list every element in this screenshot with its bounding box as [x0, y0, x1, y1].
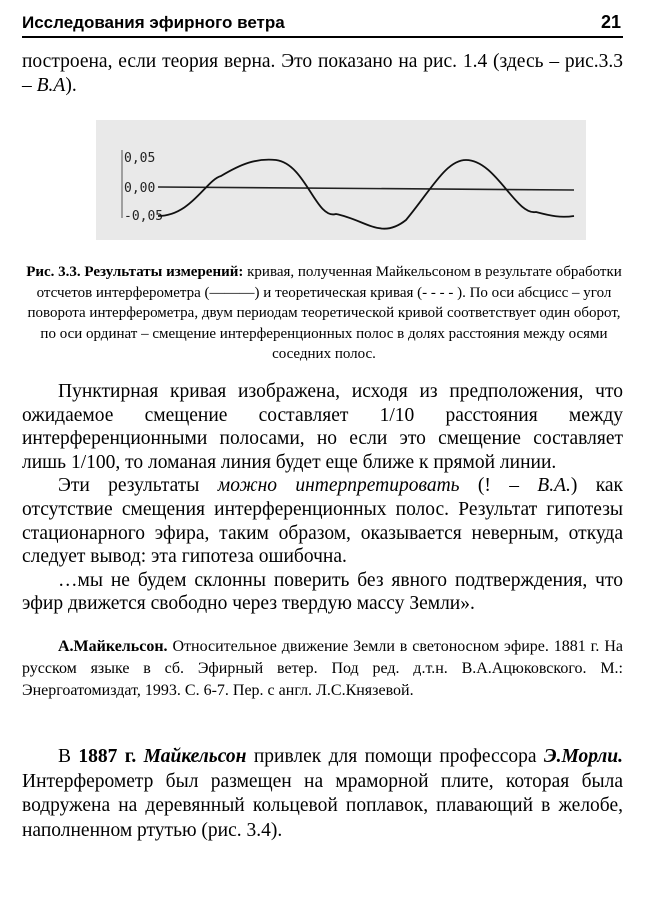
reference-note — [22, 636, 623, 702]
final-text-c: привлек для помощи профессора — [246, 746, 544, 767]
intro-text-c: ). — [65, 75, 77, 96]
final-year: 1887 г. — [78, 746, 137, 767]
figure-3-3 — [96, 120, 586, 240]
reference-author: А.Майкельсон. — [58, 638, 168, 655]
reference-text: Относительное движение Земли в светоносном эфире. 1881 г. На русском языке в сб. Эфирный ветер. Под ред. д.т.н. В.А.Ацюковского. М.: Энергоатомиздат, 1993. С. 6-7. Пер. с англ. Л.С.Князевой. — [22, 638, 623, 699]
intro-paragraph — [22, 50, 623, 98]
page-number: 21 — [600, 12, 621, 32]
theoretical-curve — [158, 160, 574, 229]
running-header — [22, 8, 623, 38]
para2-text-c: ) как отсутствие смещения интерференционных полос. Результат гипотезы стационарного эфира, таким образом, оказывается неверным, откуда следует вывод: эта гипотеза ошибочна. — [22, 475, 624, 568]
intro-text-a: построена, если теория верна. Это показано на рис. 1.4 (здесь – рис.3.3 – — [22, 51, 623, 96]
measured-curve — [158, 187, 574, 190]
caption-text: кривая, полученная Майкельсоном в результате обработки отсчетов интерферометра (———) и теоретическая кривая (- - - - ). По оси абсцисс – угол поворота интерферометра, двум периодам теоретической кривой соответствует один оборот, по оси ординат – смещение интерференционных полос в долях расстояния между осями соседних полос. — [27, 264, 622, 362]
body-text — [22, 380, 623, 616]
body-paragraph-1: Пунктирная кривая изображена, исходя из предположения, что ожидаемое смещение составляет 1/10 расстояния между интерференционными полосами, но если это смещение составляет лишь 1/100, то ломаная линия будет еще ближе к прямой линии. — [22, 381, 623, 473]
final-text-b — [136, 746, 143, 767]
final-name-morley: Э.Морли. — [543, 746, 623, 767]
para2-italic: можно интерпретировать — [217, 475, 460, 497]
final-name-michelson: Майкельсон — [143, 746, 247, 767]
body-paragraph-2 — [22, 474, 623, 568]
y-tick-mid: 0,00 — [124, 181, 156, 196]
header-title: Исследования эфирного ветра — [22, 13, 285, 32]
y-tick-bottom: -0,05 — [124, 209, 164, 224]
figure-plot — [96, 120, 586, 240]
caption-lead: Рис. 3.3. Результаты измерений: — [26, 264, 244, 280]
final-paragraph — [22, 745, 623, 843]
final-text-d: Интерферометр был размещен на мраморной плите, которая была водружена на деревянный кольцевой поплавок, плавающий в желобе, наполненном ртутью (рис. 3.4). — [22, 770, 623, 841]
intro-italic: В.А — [36, 75, 66, 96]
para2-text-a: Эти результаты — [58, 475, 218, 497]
para2-text-b: (! – — [459, 475, 538, 497]
figure-caption — [24, 262, 624, 365]
final-text-a: В — [58, 746, 79, 767]
body-paragraph-3: …мы не будем склонны поверить без явного подтверждения, что эфир движется свободно через твердую массу Земли». — [22, 569, 623, 615]
para2-italic-2: В.А. — [537, 475, 571, 497]
y-tick-top: 0,05 — [124, 151, 156, 166]
